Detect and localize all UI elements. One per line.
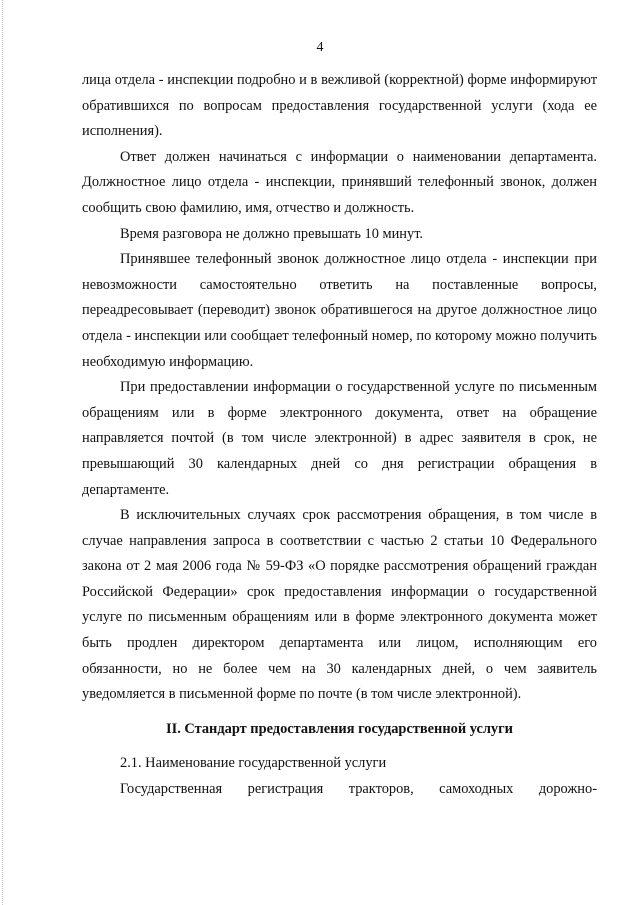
paragraph-3: Время разговора не должно превышать 10 минут. [120, 225, 424, 242]
section-heading: II. Стандарт предоставления государственной услуги [166, 720, 513, 737]
paragraph-5: При предоставлении информации о государственной услуге по письменным обращениям или в форме электронного документа, ответ на обращение направляется почтой (в том числе электронной) в адрес заявителя в срок, не превышающий 30 календарных дней со дня регистрации обращения в департаменте. [82, 379, 597, 498]
paragraph-4: Принявшее телефонный звонок должностное лицо отдела - инспекции при невозможности самостоятельно ответить на поставленные вопросы, переадресовывает (переводит) звонок обратившегося на другое должностное лицо отдела - инспекции или сообщает телефонный номер, по которому можно получить необходимую информацию. [82, 251, 597, 370]
binding-margin [2, 0, 7, 905]
subsection-heading: 2.1. Наименование государственной услуги [120, 755, 387, 772]
paragraph-2: Ответ должен начинаться с информации о наименовании департамента. Должностное лицо отдела - инспекции, принявший телефонный звонок, должен сообщить свою фамилию, имя, отчество и должность. [82, 148, 597, 216]
paragraph-1: лица отдела - инспекции подробно и в вежливой (корректной) форме информируют обратившихся по вопросам предоставления государственной услуги (хода ее исполнения). [82, 72, 597, 140]
paragraph-7: Государственная регистрация тракторов, самоходных дорожно- [120, 781, 597, 798]
paragraph-6: В исключительных случаях срок рассмотрения обращения, в том числе в случае направления запроса в соответствии с частью 2 статьи 10 Федерального закона от 2 мая 2006 года № 59-ФЗ «О порядке рассмотрения обращений граждан Российской Федерации» срок предоставления информации о государственной услуге по письменным обращениям или в форме электронного документа может быть продлен директором департамента или лицом, исполняющим его обязанности, но не более чем на 30 календарных дней, о чем заявитель уведомляется в письменной форме по почте (в том числе электронной). [82, 507, 597, 703]
page-number: 4 [316, 40, 324, 55]
page-body [82, 68, 597, 803]
